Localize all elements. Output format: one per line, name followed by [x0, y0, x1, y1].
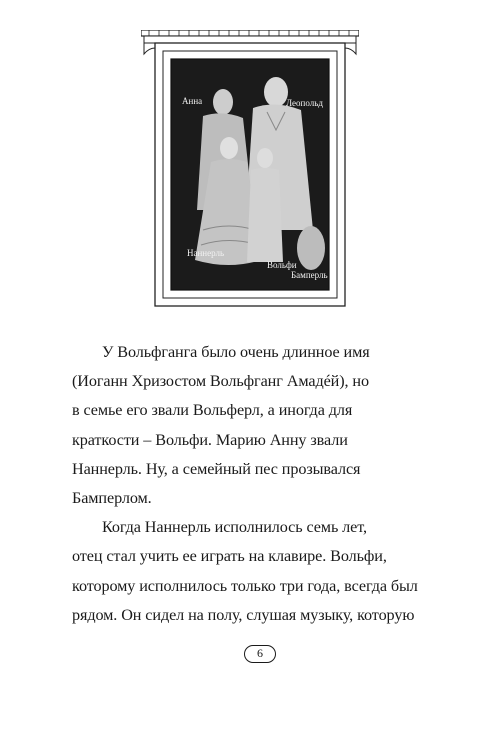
text-line: Бамперлом. — [72, 489, 152, 508]
text-line: Наннерль. Ну, а семейный пес прозывался — [72, 459, 361, 478]
portrait-illustration — [141, 30, 359, 310]
body-text — [72, 338, 452, 630]
label-leopold: Леопольд — [286, 98, 323, 108]
text-line: Когда Наннерль исполнилось семь лет, — [102, 518, 367, 537]
page-number: 6 — [244, 645, 276, 663]
paragraph-1 — [72, 338, 452, 513]
label-wolfi: Вольфи — [267, 260, 297, 270]
text-line: которому исполнилось только три года, всегда был — [72, 576, 418, 595]
text-line: отец стал учить ее играть на клавире. Вольфи, — [72, 547, 387, 566]
frame-cornice-ticks — [149, 30, 349, 36]
frame-cornice — [141, 30, 359, 36]
text-line: рядом. Он сидел на полу, слушая музыку, которую — [72, 605, 415, 624]
text-line: в семье его звали Вольферл, а иногда для — [72, 401, 353, 420]
text-line: У Вольфганга было очень длинное имя — [102, 343, 370, 361]
frame-bracket-left — [144, 43, 155, 54]
frame-bracket-right — [345, 43, 356, 54]
frame-top-molding — [144, 36, 356, 43]
text-line: (Иоганн Хризостом Вольфганг Амадéй), но — [72, 372, 369, 391]
bamperl-figure — [297, 226, 325, 270]
label-nannerl: Наннерль — [187, 248, 225, 258]
label-anna: Анна — [182, 96, 203, 106]
label-bamperl: Бамперль — [291, 270, 328, 280]
ornate-frame — [141, 30, 359, 310]
text-line: краткости – Вольфи. Марию Анну звали — [72, 430, 348, 449]
paragraph-2 — [72, 513, 452, 630]
